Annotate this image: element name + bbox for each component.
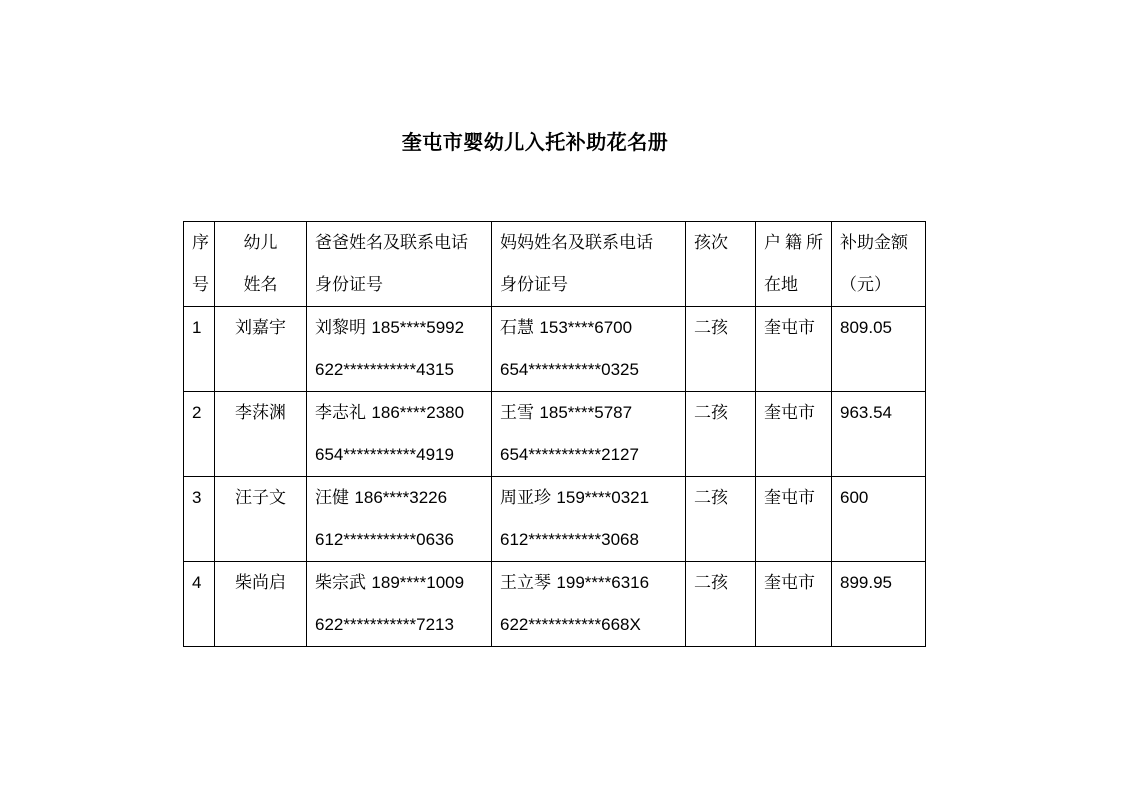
cell-birth-order-text: 二孩 <box>694 488 728 508</box>
cell-number <box>184 307 215 392</box>
father-phone: 186****2380 <box>371 403 465 422</box>
father-phone: 189****1009 <box>371 573 465 592</box>
cell-number-text: 2 <box>192 403 202 422</box>
cell-household <box>756 392 832 477</box>
table-row <box>184 477 926 562</box>
father-id: 612***********0636 <box>315 530 454 549</box>
father-id: 654***********4919 <box>315 445 454 464</box>
cell-mother-name-phone <box>500 562 685 604</box>
cell-birth-order-text: 二孩 <box>694 403 728 423</box>
cell-father <box>307 477 492 562</box>
father-phone: 186****3226 <box>354 488 448 507</box>
header-household-line-2: 在地 <box>764 275 798 295</box>
header-child-name-line-2: 姓名 <box>243 275 278 295</box>
cell-birth-order-text: 二孩 <box>694 318 728 338</box>
subsidy-roster-table <box>183 221 926 647</box>
header-amount <box>832 222 926 307</box>
cell-amount-text: 600 <box>840 488 869 507</box>
header-birth-order <box>686 222 756 307</box>
cell-household <box>756 477 832 562</box>
mother-name: 石慧 <box>500 318 534 338</box>
mother-name: 周亚珍 <box>500 488 551 508</box>
header-mother-line-1: 妈妈姓名及联系电话 <box>500 233 653 253</box>
mother-id: 654***********2127 <box>500 445 639 464</box>
father-name: 刘黎明 <box>315 318 366 338</box>
header-father <box>307 222 492 307</box>
header-mother <box>492 222 686 307</box>
cell-household-text: 奎屯市 <box>764 488 815 508</box>
cell-mother <box>492 477 686 562</box>
cell-father-name-phone <box>315 477 491 519</box>
cell-mother <box>492 307 686 392</box>
mother-phone: 199****6316 <box>556 573 650 592</box>
cell-amount <box>832 307 926 392</box>
mother-id: 612***********3068 <box>500 530 639 549</box>
father-id: 622***********7213 <box>315 615 454 634</box>
mother-name: 王雪 <box>500 403 534 423</box>
cell-child-name <box>215 392 307 477</box>
cell-amount <box>832 477 926 562</box>
mother-id: 622***********668X <box>500 615 641 634</box>
mother-phone: 159****0321 <box>556 488 650 507</box>
header-father-line-1: 爸爸姓名及联系电话 <box>315 233 468 253</box>
cell-number <box>184 392 215 477</box>
cell-birth-order <box>686 562 756 647</box>
header-father-line-2: 身份证号 <box>315 275 383 295</box>
header-child-name-line-1: 幼儿 <box>243 233 278 253</box>
header-household <box>756 222 832 307</box>
header-household-line-1: 户籍所 <box>764 233 827 253</box>
cell-number <box>184 562 215 647</box>
cell-child-name <box>215 477 307 562</box>
header-number <box>184 222 215 307</box>
cell-number-text: 1 <box>192 318 202 337</box>
cell-father-name-phone <box>315 392 491 434</box>
header-mother-line-2: 身份证号 <box>500 275 568 295</box>
mother-phone: 153****6700 <box>539 318 633 337</box>
header-number-line-1: 序 <box>192 233 209 253</box>
cell-amount-text: 963.54 <box>840 403 892 422</box>
cell-child-name-text: 刘嘉宇 <box>235 318 286 338</box>
mother-phone: 185****5787 <box>539 403 633 422</box>
cell-household-text: 奎屯市 <box>764 573 815 593</box>
table-header-row <box>184 222 926 307</box>
father-id: 622***********4315 <box>315 360 454 379</box>
cell-child-name-text: 柴尚启 <box>235 573 286 593</box>
header-number-line-2: 号 <box>192 275 209 295</box>
header-child-name <box>215 222 307 307</box>
cell-mother-name-phone <box>500 477 685 519</box>
cell-child-name <box>215 562 307 647</box>
cell-child-name <box>215 307 307 392</box>
cell-number-text: 3 <box>192 488 202 507</box>
cell-number <box>184 477 215 562</box>
father-name: 李志礼 <box>315 403 366 423</box>
cell-mother-name-phone <box>500 392 685 434</box>
header-birth-order-line-1: 孩次 <box>694 233 728 253</box>
cell-household-text: 奎屯市 <box>764 318 815 338</box>
cell-household <box>756 562 832 647</box>
cell-number-text: 4 <box>192 573 202 592</box>
cell-father-name-phone <box>315 562 491 604</box>
cell-father <box>307 562 492 647</box>
father-name: 柴宗武 <box>315 573 366 593</box>
cell-father <box>307 392 492 477</box>
cell-birth-order <box>686 477 756 562</box>
cell-mother <box>492 392 686 477</box>
cell-birth-order-text: 二孩 <box>694 573 728 593</box>
table-row <box>184 562 926 647</box>
table-row <box>184 307 926 392</box>
cell-father <box>307 307 492 392</box>
cell-child-name-text: 汪子文 <box>235 488 286 508</box>
document-title: 奎屯市婴幼儿入托补助花名册 <box>401 130 669 154</box>
header-amount-line-1: 补助金额 <box>840 233 908 253</box>
cell-child-name-text: 李莯渊 <box>235 403 286 423</box>
cell-amount <box>832 562 926 647</box>
table-row <box>184 392 926 477</box>
father-phone: 185****5992 <box>371 318 465 337</box>
header-amount-line-2: （元） <box>840 275 891 295</box>
cell-household-text: 奎屯市 <box>764 403 815 423</box>
cell-mother-name-phone <box>500 307 685 349</box>
cell-birth-order <box>686 307 756 392</box>
cell-amount <box>832 392 926 477</box>
cell-birth-order <box>686 392 756 477</box>
cell-father-name-phone <box>315 307 491 349</box>
mother-name: 王立琴 <box>500 573 551 593</box>
father-name: 汪健 <box>315 488 349 508</box>
cell-amount-text: 809.05 <box>840 318 892 337</box>
mother-id: 654***********0325 <box>500 360 639 379</box>
cell-household <box>756 307 832 392</box>
cell-mother <box>492 562 686 647</box>
cell-amount-text: 899.95 <box>840 573 892 592</box>
